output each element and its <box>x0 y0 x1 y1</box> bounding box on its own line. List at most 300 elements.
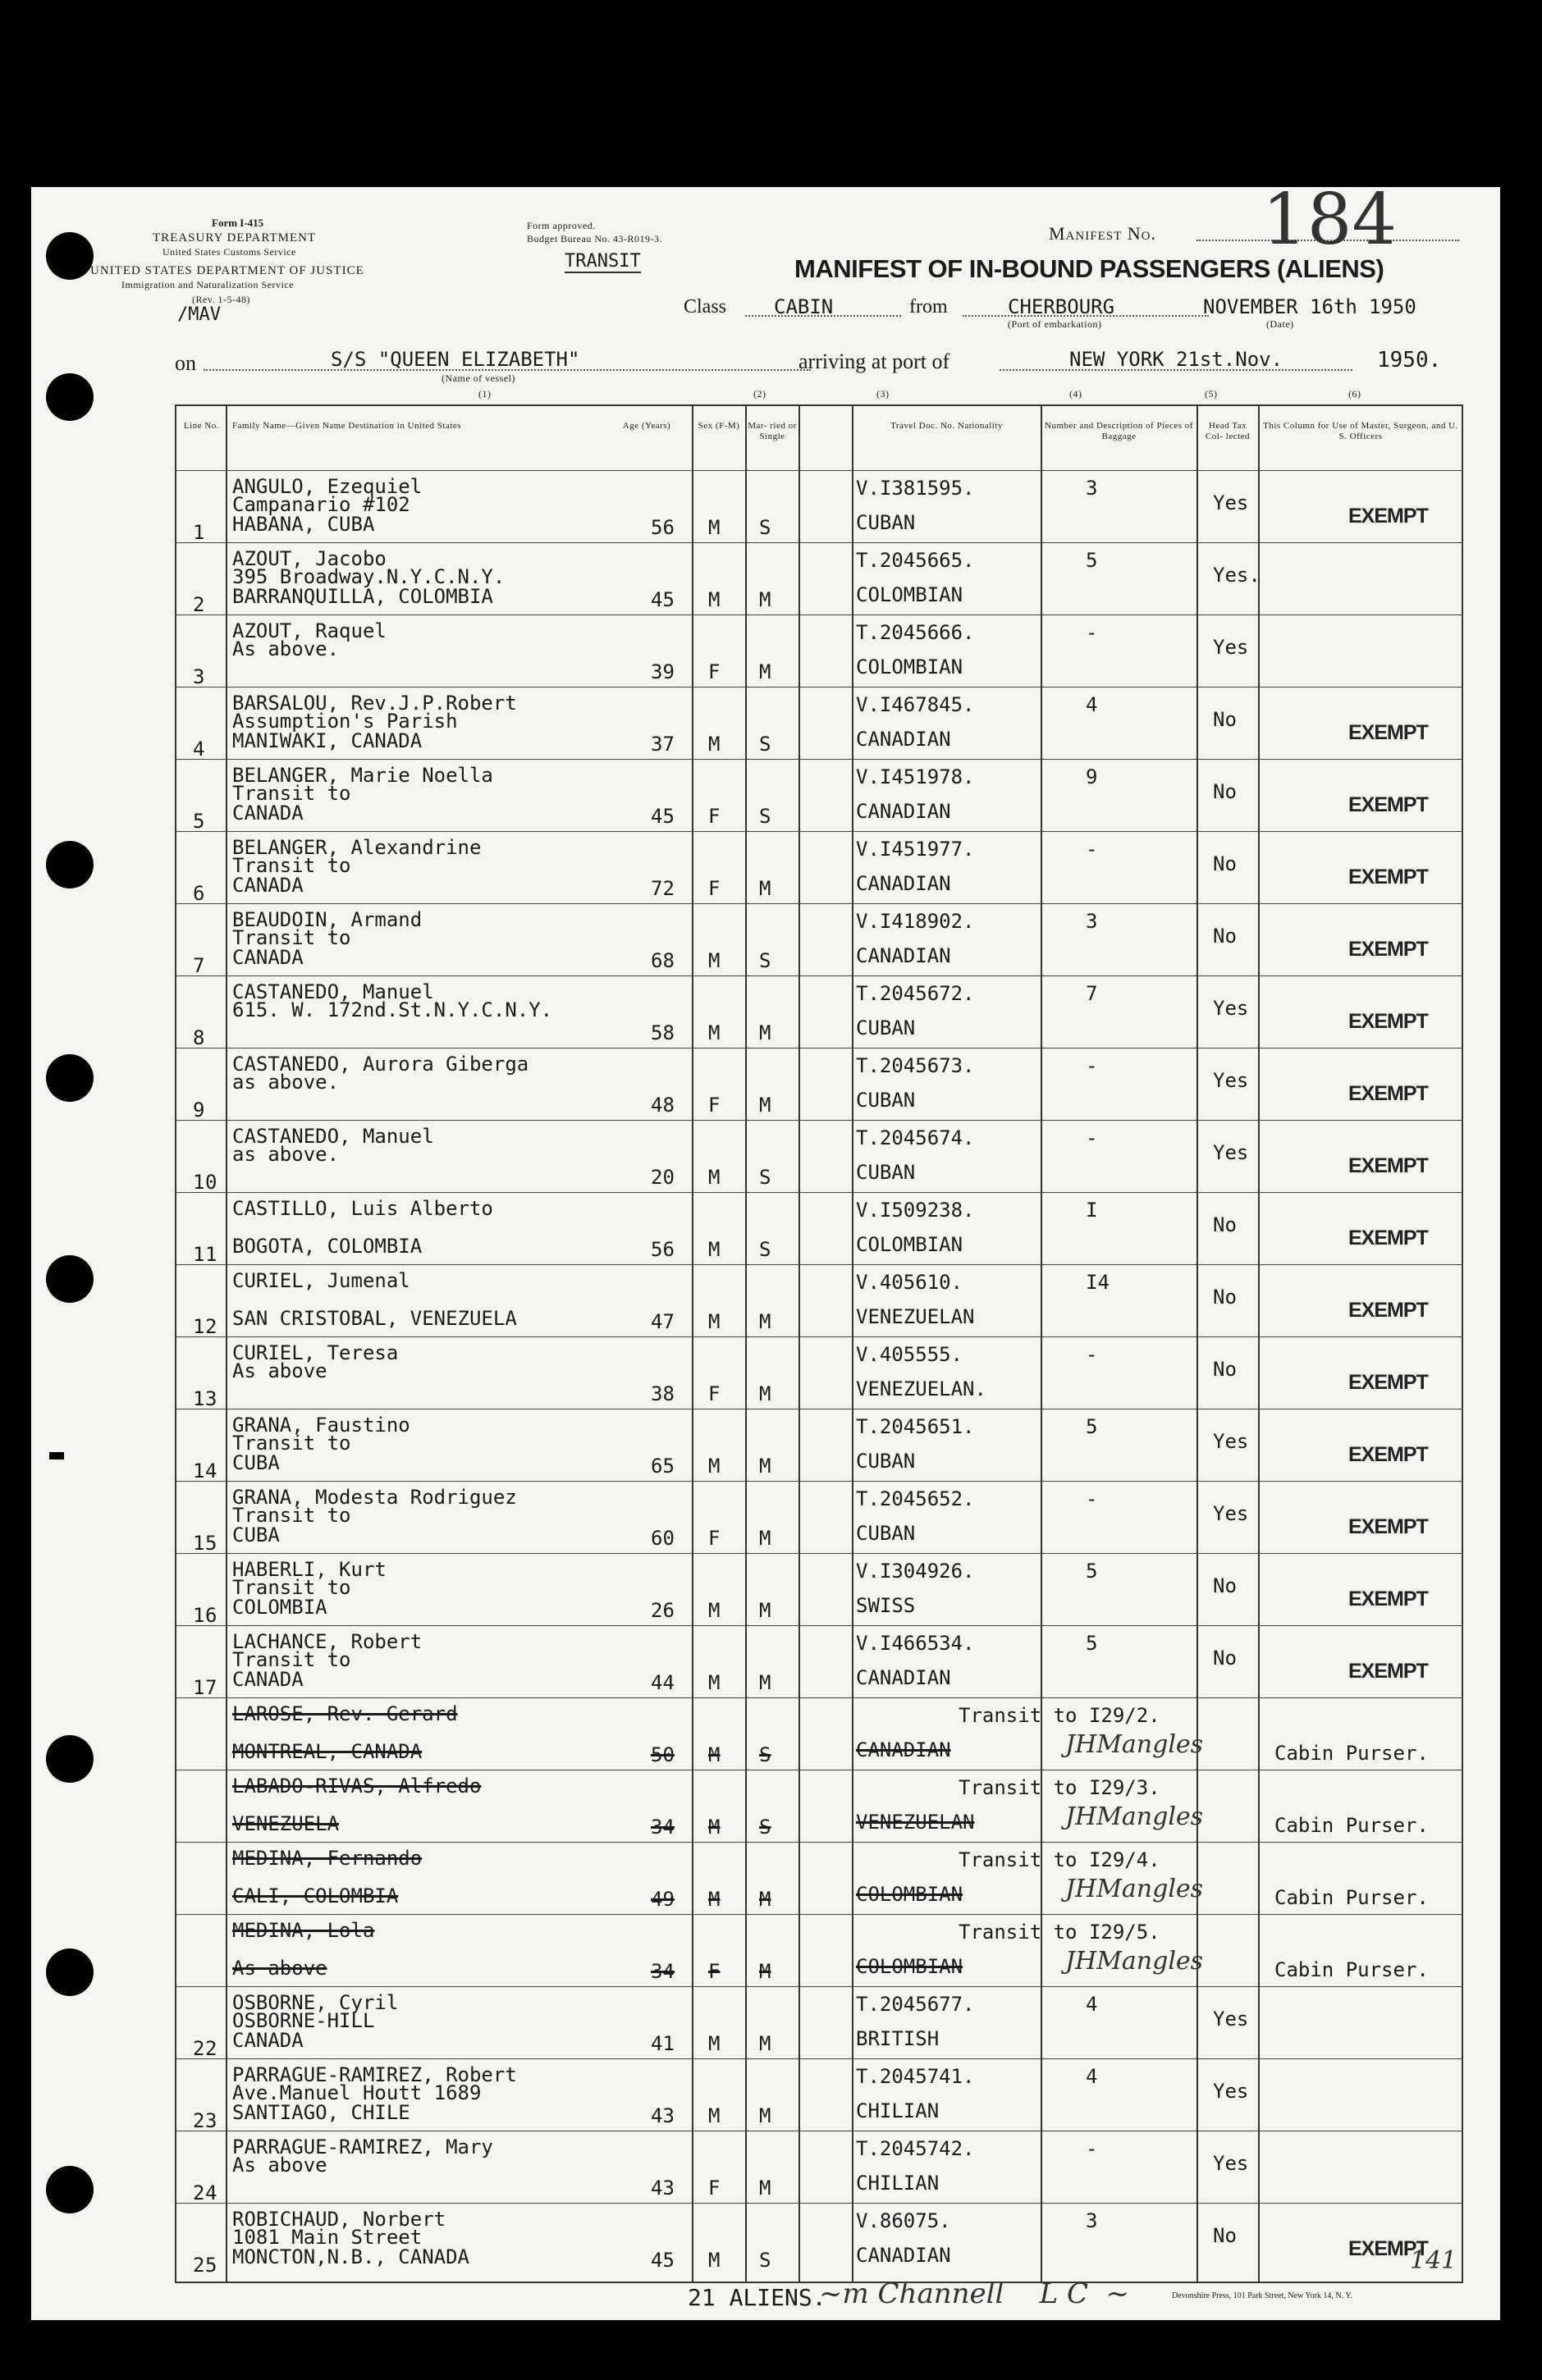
marital-status: S <box>759 516 771 539</box>
destination: CANADA <box>232 802 304 825</box>
col-line-no: Line No. <box>183 421 220 431</box>
sex: M <box>708 1455 721 1478</box>
justice-dept: UNITED STATES DEPARTMENT OF JUSTICE <box>90 264 364 277</box>
nationality: VENEZUELAN <box>856 1811 975 1834</box>
transit-note: Transit to I29/3. <box>959 1776 1160 1799</box>
punch-hole <box>46 1255 94 1303</box>
destination-line: 615. W. 172nd.St.N.Y.C.N.Y. <box>232 998 553 1021</box>
sex: M <box>708 2249 721 2272</box>
destination-line: Ave.Manuel Houtt 1689 <box>232 2081 482 2104</box>
destination: MONCTON,N.B., CANADA <box>232 2245 469 2268</box>
age: 38 <box>651 1382 675 1405</box>
travel-doc-no: V.I467845. <box>856 693 975 716</box>
nationality: VENEZUELAN <box>856 1305 975 1328</box>
row-line-number: 25 <box>193 2254 217 2277</box>
head-tax: Yes <box>1213 1502 1249 1525</box>
passenger-name: ROBICHAUD, Norbert <box>232 2208 446 2231</box>
age: 56 <box>651 1238 675 1261</box>
row-line-number: 23 <box>193 2109 217 2132</box>
marital-status: M <box>759 1671 771 1694</box>
col-baggage: Number and Description of Pieces of Baggage <box>1045 421 1193 441</box>
marital-status: S <box>759 2249 771 2272</box>
purser-note: Cabin Purser. <box>1274 1886 1429 1909</box>
sex: F <box>708 877 721 900</box>
row-line-number: 11 <box>193 1243 217 1266</box>
passenger-name: BARSALOU, Rev.J.P.Robert <box>232 692 517 715</box>
marital-status: S <box>759 733 771 756</box>
travel-doc-no: T.2045665. <box>856 549 975 572</box>
row-line-number: 5 <box>193 810 205 833</box>
marital-status: M <box>759 2177 771 2200</box>
treasury-dept: TREASURY DEPARTMENT <box>153 231 317 244</box>
baggage-count: - <box>1086 1054 1098 1077</box>
table-row <box>175 2203 1463 2275</box>
table-row <box>175 470 1463 542</box>
age: 44 <box>651 1671 675 1694</box>
baggage-count: 5 <box>1086 549 1098 572</box>
port-of-embarkation: CHERBOURG <box>1008 295 1115 318</box>
passenger-name: CASTILLO, Luis Alberto <box>232 1197 493 1220</box>
destination-line: 1081 Main Street <box>232 2226 423 2249</box>
destination-line: As above <box>232 1359 327 1382</box>
destination-line: OSBORNE-HILL <box>232 2009 375 2032</box>
destination-line: As above. <box>232 637 340 660</box>
table-row <box>175 975 1463 1048</box>
punch-hole <box>46 373 94 421</box>
table-row <box>175 1986 1463 2058</box>
passenger-name: MEDINA, Fernando <box>232 1847 423 1870</box>
nationality: CANADIAN <box>856 1666 951 1689</box>
travel-doc-no: T.2045677. <box>856 1993 975 2016</box>
destination: As above <box>232 1957 327 1980</box>
baggage-count: 4 <box>1086 1993 1098 2016</box>
manifest-number-handwritten: 184 <box>1262 179 1398 261</box>
sex: M <box>708 1021 721 1044</box>
destination: BOGOTA, COLOMBIA <box>232 1235 423 1258</box>
transit-note: Transit to I29/4. <box>959 1848 1160 1871</box>
travel-doc-no: V.I451978. <box>856 765 975 788</box>
printer-credit: Devonshire Press, 101 Park Street, New York 14, N. Y. <box>1172 2291 1352 2300</box>
passenger-name: GRANA, Modesta Rodriguez <box>232 1486 517 1509</box>
budget-bureau: Budget Bureau No. 43-R019-3. <box>527 233 662 244</box>
travel-doc-no: V.I381595. <box>856 477 975 500</box>
table-row <box>175 1120 1463 1192</box>
age: 20 <box>651 1166 675 1189</box>
table-row <box>175 1409 1463 1481</box>
baggage-count: 4 <box>1086 693 1098 716</box>
travel-doc-no: V.I509238. <box>856 1199 975 1222</box>
sex: F <box>708 1094 721 1117</box>
exempt-stamp: EXEMPT <box>1348 1227 1428 1249</box>
passenger-name: MEDINA, Lola <box>232 1919 375 1942</box>
destination-line: Transit to <box>232 782 351 805</box>
head-tax: No <box>1213 780 1237 803</box>
class-label: Class <box>684 296 727 317</box>
destination: VENEZUELA <box>232 1812 340 1835</box>
manifest-title: MANIFEST OF IN-BOUND PASSENGERS (ALIENS) <box>794 254 1384 283</box>
head-tax: No <box>1213 2224 1237 2247</box>
exempt-stamp: EXEMPT <box>1348 866 1428 889</box>
sex: M <box>708 2104 721 2127</box>
destination-line: as above. <box>232 1143 340 1166</box>
table-row <box>175 759 1463 831</box>
exempt-stamp: EXEMPT <box>1348 1371 1428 1394</box>
table-row <box>175 1842 1463 1914</box>
marital-status: M <box>759 1094 771 1117</box>
manifest-no-label: Manifest No. <box>1049 223 1156 244</box>
punch-hole <box>46 1735 94 1783</box>
nationality: COLOMBIAN <box>856 1955 963 1978</box>
passenger-name: BEAUDOIN, Armand <box>232 908 423 931</box>
transit-note: Transit to I29/2. <box>959 1704 1160 1727</box>
mav-code: /MAV <box>177 304 221 325</box>
purser-note: Cabin Purser. <box>1274 1958 1429 1981</box>
baggage-count: - <box>1086 1343 1098 1366</box>
row-line-number: 6 <box>193 882 205 905</box>
age: 43 <box>651 2177 675 2200</box>
age: 37 <box>651 733 675 756</box>
exempt-stamp: EXEMPT <box>1348 1299 1428 1322</box>
class-value: CABIN <box>774 295 834 318</box>
baggage-count: 5 <box>1086 1415 1098 1438</box>
travel-doc-no: V.405555. <box>856 1343 963 1366</box>
passenger-name: AZOUT, Raquel <box>232 619 387 642</box>
head-tax: No <box>1213 1286 1237 1309</box>
nationality: CANADIAN <box>856 2244 951 2267</box>
destination-line: Transit to <box>232 854 351 877</box>
table-row <box>175 1770 1463 1842</box>
travel-doc-no: T.2045672. <box>856 982 975 1005</box>
travel-doc-no: V.I451977. <box>856 838 975 861</box>
age: 45 <box>651 805 675 828</box>
table-row <box>175 2131 1463 2203</box>
baggage-count: 3 <box>1086 477 1098 500</box>
sex: F <box>708 660 721 683</box>
head-tax: No <box>1213 852 1237 875</box>
head-tax: Yes <box>1213 1069 1249 1092</box>
purser-signature: JHMangles <box>1065 1730 1204 1759</box>
marital-status: M <box>759 1021 771 1044</box>
sex: M <box>708 2032 721 2055</box>
sex: F <box>708 805 721 828</box>
from-label: from <box>909 296 948 317</box>
head-tax: Yes <box>1213 2008 1249 2031</box>
destination-line: Transit to <box>232 1648 351 1671</box>
nationality: CANADIAN <box>856 800 951 823</box>
revision: (Rev. 1-5-48) <box>192 294 251 305</box>
row-line-number: 15 <box>193 1532 217 1555</box>
head-tax: No <box>1213 1358 1237 1381</box>
nationality: CANADIAN <box>856 944 951 967</box>
signature: ~m Channell L C ~ <box>819 2277 1130 2310</box>
table-row <box>175 1192 1463 1264</box>
exempt-stamp: EXEMPT <box>1348 1010 1428 1033</box>
nationality: CUBAN <box>856 1522 916 1545</box>
destination: CANADA <box>232 1668 304 1691</box>
baggage-count: 9 <box>1086 765 1098 788</box>
head-tax: No <box>1213 1647 1237 1670</box>
baggage-count: 3 <box>1086 910 1098 933</box>
head-tax: Yes <box>1213 1141 1249 1164</box>
head-tax: Yes <box>1213 2152 1249 2175</box>
exempt-stamp: EXEMPT <box>1348 1587 1428 1610</box>
baggage-count: - <box>1086 621 1098 644</box>
nationality: CANADIAN <box>856 872 951 895</box>
nationality: CUBAN <box>856 1016 916 1039</box>
baggage-count: I4 <box>1086 1271 1110 1294</box>
destination: CANADA <box>232 874 304 897</box>
head-tax: No <box>1213 708 1237 731</box>
nationality: CUBAN <box>856 1450 916 1473</box>
purser-signature: JHMangles <box>1065 1802 1204 1831</box>
sex: M <box>708 1743 721 1766</box>
transit-note: Transit to I29/5. <box>959 1921 1160 1944</box>
table-row <box>175 2058 1463 2131</box>
table-row <box>175 1553 1463 1625</box>
row-line-number: 13 <box>193 1387 217 1410</box>
destination: CALI, COLOMBIA <box>232 1884 399 1907</box>
age: 45 <box>651 2249 675 2272</box>
destination: COLOMBIA <box>232 1596 327 1619</box>
marital-status: M <box>759 1960 771 1983</box>
travel-doc-no: V.86075. <box>856 2209 951 2232</box>
age: 34 <box>651 1960 675 1983</box>
passenger-name: BELANGER, Alexandrine <box>232 836 482 859</box>
form-number: Form I-415 <box>212 217 264 229</box>
head-tax: Yes <box>1213 491 1249 514</box>
purser-signature: JHMangles <box>1065 1947 1204 1976</box>
travel-doc-no: T.2045673. <box>856 1054 975 1077</box>
passenger-name: ANGULO, Ezequiel <box>232 475 423 498</box>
row-line-number: 7 <box>193 954 205 977</box>
sex: M <box>708 1166 721 1189</box>
nationality: BRITISH <box>856 2027 940 2050</box>
travel-doc-no: T.2045742. <box>856 2137 975 2160</box>
destination: MANIWAKI, CANADA <box>232 729 423 752</box>
purser-note: Cabin Purser. <box>1274 1814 1429 1837</box>
punch-hole <box>46 1054 94 1102</box>
age: 56 <box>651 516 675 539</box>
col-name: Family Name—Given Name Destination in United States <box>232 421 462 431</box>
destination-line: As above <box>232 2154 327 2177</box>
sex: M <box>708 588 721 611</box>
baggage-count: - <box>1086 838 1098 861</box>
destination-line: Transit to <box>232 1576 351 1599</box>
sex: F <box>708 1527 721 1550</box>
nationality: COLOMBIAN <box>856 1883 963 1906</box>
table-row <box>175 1481 1463 1553</box>
exempt-stamp: EXEMPT <box>1348 1082 1428 1105</box>
row-line-number: 10 <box>193 1171 217 1194</box>
exempt-stamp: EXEMPT <box>1348 505 1428 528</box>
age: 39 <box>651 660 675 683</box>
row-line-number: 17 <box>193 1676 217 1699</box>
baggage-count: I <box>1086 1199 1098 1222</box>
head-tax: Yes <box>1213 636 1249 659</box>
head-tax: No <box>1213 1574 1237 1597</box>
passenger-name: CASTANEDO, Manuel <box>232 1125 434 1148</box>
baggage-count: 7 <box>1086 982 1098 1005</box>
embark-note: (Port of embarkation) <box>1008 318 1102 330</box>
sex: M <box>708 1671 721 1694</box>
aliens-total: 21 ALIENS. <box>688 2284 826 2311</box>
travel-doc-no: T.2045741. <box>856 2065 975 2088</box>
destination-line: Transit to <box>232 926 351 949</box>
age: 72 <box>651 877 675 900</box>
destination: CANADA <box>232 2029 304 2052</box>
marital-status: M <box>759 588 771 611</box>
destination: BARRANQUILLA, COLOMBIA <box>232 585 493 608</box>
marital-status: S <box>759 1166 771 1189</box>
head-tax: No <box>1213 1213 1237 1236</box>
baggage-count: - <box>1086 1126 1098 1149</box>
passenger-name: BELANGER, Marie Noella <box>232 764 493 787</box>
sex: M <box>708 949 721 972</box>
purser-note: Cabin Purser. <box>1274 1742 1429 1765</box>
table-row <box>175 542 1463 614</box>
baggage-count: 4 <box>1086 2065 1098 2088</box>
nationality: CHILIAN <box>856 2099 940 2122</box>
table-row <box>175 1264 1463 1336</box>
exempt-stamp: EXEMPT <box>1348 2237 1428 2260</box>
travel-doc-no: T.2045674. <box>856 1126 975 1149</box>
row-line-number: 9 <box>193 1099 205 1121</box>
destination-line: Campanario #102 <box>232 493 410 516</box>
sex: M <box>708 1238 721 1261</box>
vessel-name: S/S "QUEEN ELIZABETH" <box>331 348 580 371</box>
departure-date: NOVEMBER 16th <box>1203 295 1357 318</box>
passenger-name: CASTANEDO, Manuel <box>232 980 434 1003</box>
destination: SAN CRISTOBAL, VENEZUELA <box>232 1307 517 1330</box>
arrival-port: NEW YORK <box>1069 348 1165 371</box>
age: 41 <box>651 2032 675 2055</box>
row-line-number: 16 <box>193 1604 217 1627</box>
exempt-stamp: EXEMPT <box>1348 793 1428 816</box>
baggage-count: 3 <box>1086 2209 1098 2232</box>
age: 50 <box>651 1743 675 1766</box>
row-line-number: 4 <box>193 738 205 761</box>
nationality: VENEZUELAN. <box>856 1377 986 1400</box>
marital-status: M <box>759 1599 771 1622</box>
nationality: COLOMBIAN <box>856 1233 963 1256</box>
head-tax: Yes. <box>1213 564 1261 587</box>
age: 60 <box>651 1527 675 1550</box>
col-married: Mar- ried or Single <box>748 421 797 441</box>
nationality: COLOMBIAN <box>856 583 963 606</box>
exempt-stamp: EXEMPT <box>1348 1443 1428 1466</box>
exempt-stamp: EXEMPT <box>1348 721 1428 744</box>
age: 26 <box>651 1599 675 1622</box>
sex: M <box>708 733 721 756</box>
exempt-stamp: EXEMPT <box>1348 938 1428 961</box>
row-line-number: 14 <box>193 1460 217 1482</box>
destination: CUBA <box>232 1451 280 1474</box>
nationality: CHILIAN <box>856 2172 940 2195</box>
punch-hole <box>46 841 94 889</box>
destination: CANADA <box>232 946 304 969</box>
passenger-name: CURIEL, Teresa <box>232 1341 399 1364</box>
head-tax: No <box>1213 925 1237 948</box>
date-note: (Date) <box>1266 318 1294 330</box>
travel-doc-no: V.I418902. <box>856 910 975 933</box>
travel-doc-no: V.405610. <box>856 1271 963 1294</box>
marital-status: M <box>759 1527 771 1550</box>
marital-status: M <box>759 1310 771 1333</box>
destination-line: 395 Broadway.N.Y.C.N.Y. <box>232 565 506 588</box>
travel-doc-no: V.I466534. <box>856 1632 975 1655</box>
immigration-service: Immigration and Naturalization Service <box>121 279 294 290</box>
nationality: CANADIAN <box>856 728 951 751</box>
table-row <box>175 1914 1463 1986</box>
age: 48 <box>651 1094 675 1117</box>
page-number-handwritten: 141 <box>1410 2246 1457 2275</box>
destination-line: Transit to <box>232 1432 351 1455</box>
sex: M <box>708 1599 721 1622</box>
table-row <box>175 1625 1463 1697</box>
baggage-count: 5 <box>1086 1560 1098 1583</box>
arrival-year: 1950. <box>1377 348 1442 372</box>
row-line-number: 3 <box>193 665 205 688</box>
row-line-number: 8 <box>193 1026 205 1049</box>
col-officers: This Column for Use of Master, Surgeon, and U. S. Officers <box>1263 421 1458 441</box>
passenger-name: HABERLI, Kurt <box>232 1558 387 1581</box>
age: 58 <box>651 1021 675 1044</box>
travel-doc-no: T.2045666. <box>856 621 975 644</box>
arrival-date: 21st.Nov. <box>1176 348 1283 371</box>
baggage-count: - <box>1086 2137 1098 2160</box>
destination: HABANA, CUBA <box>232 513 375 536</box>
nationality: CUBAN <box>856 511 916 534</box>
age: 34 <box>651 1816 675 1839</box>
exempt-stamp: EXEMPT <box>1348 1154 1428 1177</box>
age: 49 <box>651 1888 675 1911</box>
destination-line: as above. <box>232 1071 340 1094</box>
table-row <box>175 903 1463 975</box>
marital-status: M <box>759 1455 771 1478</box>
travel-doc-no: V.I304926. <box>856 1560 975 1583</box>
age: 68 <box>651 949 675 972</box>
row-line-number: 1 <box>193 521 205 544</box>
marital-status: S <box>759 1816 771 1839</box>
passenger-name: LACHANCE, Robert <box>232 1630 423 1653</box>
marital-status: S <box>759 949 771 972</box>
marital-status: S <box>759 1743 771 1766</box>
table-row <box>175 614 1463 687</box>
nationality: CANADIAN <box>856 1738 951 1761</box>
table-row <box>175 1048 1463 1120</box>
head-tax: Yes <box>1213 997 1249 1020</box>
marital-status: M <box>759 1888 771 1911</box>
passenger-name: OSBORNE, Cyril <box>232 1991 399 2014</box>
table-row <box>175 687 1463 759</box>
nationality: SWISS <box>856 1594 916 1617</box>
sex: F <box>708 2177 721 2200</box>
table-row <box>175 1697 1463 1770</box>
punch-hole <box>46 232 94 280</box>
punch-hole <box>46 2166 94 2213</box>
sex: F <box>708 1382 721 1405</box>
passenger-name: CURIEL, Jumenal <box>232 1269 410 1292</box>
exempt-stamp: EXEMPT <box>1348 1515 1428 1538</box>
form-approved: Form approved. <box>527 220 596 231</box>
arriving-label: arriving at port of <box>798 349 950 373</box>
age: 47 <box>651 1310 675 1333</box>
row-line-number: 2 <box>193 593 205 616</box>
col-sex: Sex (F-M) <box>698 421 740 431</box>
table-row <box>175 1336 1463 1409</box>
punch-hole <box>46 1948 94 1996</box>
exempt-stamp: EXEMPT <box>1348 1660 1428 1683</box>
